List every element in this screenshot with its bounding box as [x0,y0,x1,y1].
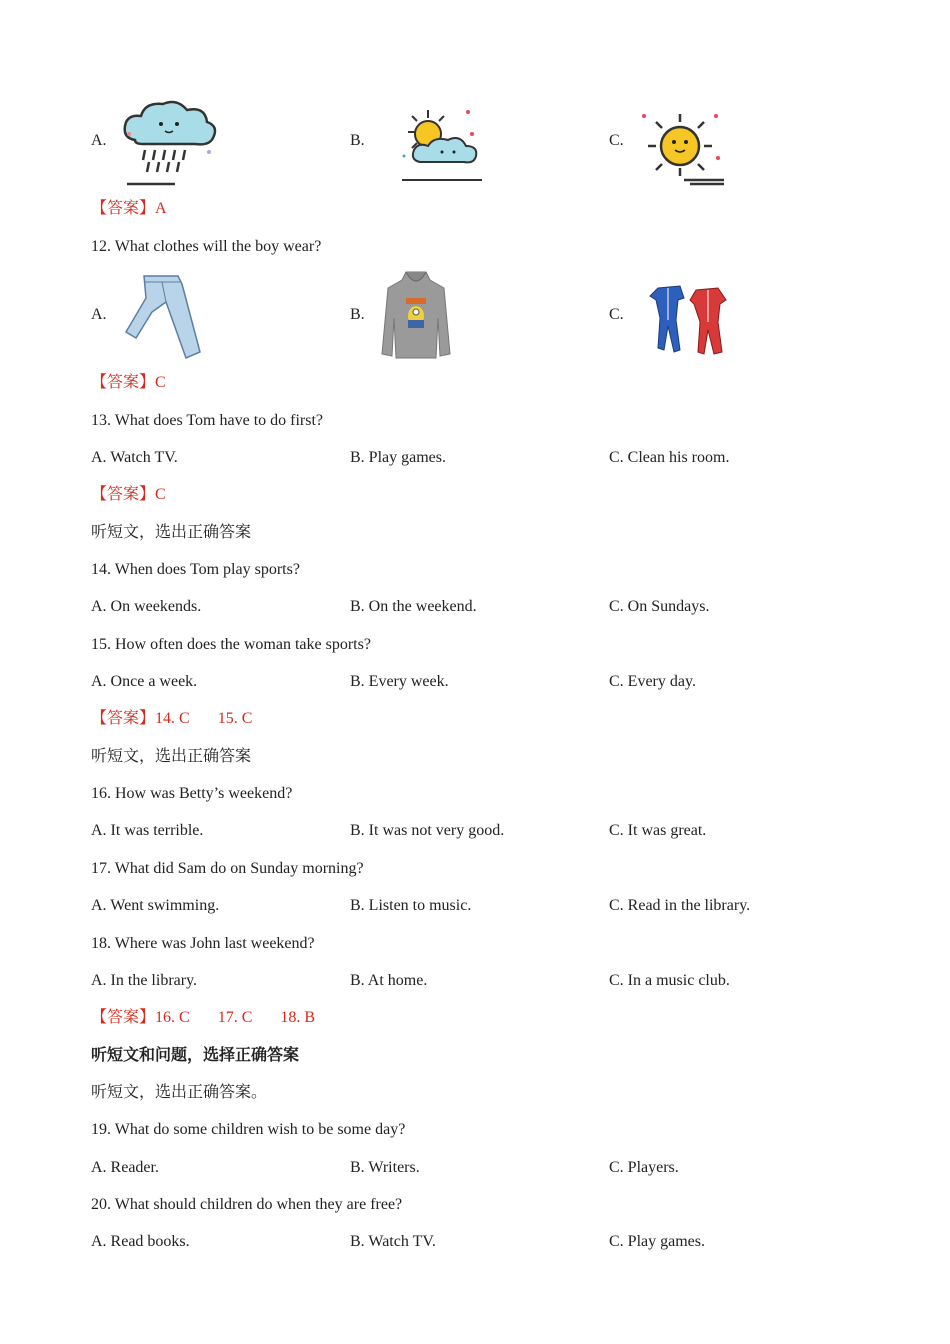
section-heading [0,1081,950,1105]
q18-options [0,969,950,993]
tracksuit-icon [648,280,730,358]
q11-answer [0,197,950,221]
option-c: C. It was great. [609,822,707,839]
question-text: 14. When does Tom play sports? [91,561,300,578]
answer-label: 【答案】 [91,374,156,391]
section-instruction: 听短文，选出正确答案 [91,748,252,765]
question-text: 18. Where was John last weekend? [91,935,315,952]
question-text: 20. What should children do when they are free? [91,1196,403,1213]
option-c: C. Read in the library. [609,897,751,914]
q15-options [0,670,950,694]
section-instruction: 听短文，选出正确答案。 [91,1084,268,1101]
q16-question [0,782,950,806]
section-instruction: 听短文，选出正确答案 [91,524,252,541]
option-c: C. In a music club. [609,972,730,989]
q15-question [0,633,950,657]
answer-16-18 [0,1006,950,1030]
section-title: 听短文和问题，选择正确答案 [91,1047,300,1064]
question-text: 17. What did Sam do on Sunday morning? [91,860,364,877]
answer-value: C [155,374,166,391]
q20-options [0,1230,950,1254]
answer-label: 【答案】 [91,200,156,217]
answer-15: 15. C [217,710,253,727]
q14-options [0,595,950,619]
option-a: A. On weekends. [91,598,202,615]
q12-option-c-letter: C. [609,306,624,323]
q13-answer [0,483,950,507]
q20-question [0,1193,950,1217]
option-b: B. Play games. [350,449,446,466]
option-b: B. It was not very good. [350,822,505,839]
option-b: B. Listen to music. [350,897,472,914]
q17-options [0,894,950,918]
answer-label: 【答案】 [91,1009,156,1026]
q16-options [0,819,950,843]
q11-option-c-letter: C. [609,132,624,149]
option-a: A. Once a week. [91,673,198,690]
option-b: B. On the weekend. [350,598,477,615]
question-text: 12. What clothes will the boy wear? [91,238,322,255]
option-a: A. Reader. [91,1159,159,1176]
option-c: C. Every day. [609,673,696,690]
q12-option-b-letter: B. [350,306,365,323]
q11-option-a-letter: A. [91,132,107,149]
q19-question [0,1118,950,1142]
question-text: 13. What does Tom have to do first? [91,412,324,429]
section-heading [0,745,950,769]
answer-17: 17. C [217,1009,253,1026]
q12-question [0,235,950,259]
q19-options [0,1156,950,1180]
option-a: A. Went swimming. [91,897,220,914]
option-a: A. Watch TV. [91,449,178,466]
option-b: B. At home. [350,972,428,989]
answer-18: 18. B [280,1009,316,1026]
q13-question [0,409,950,433]
q17-question [0,857,950,881]
option-a: A. Read books. [91,1233,190,1250]
question-text: 19. What do some children wish to be some day? [91,1121,406,1138]
option-b: B. Writers. [350,1159,420,1176]
option-b: B. Every week. [350,673,449,690]
option-a: A. It was terrible. [91,822,204,839]
option-a: A. In the library. [91,972,198,989]
answer-14: 14. C [155,710,190,727]
q11-option-b-letter: B. [350,132,365,149]
hoodie-icon [380,268,452,362]
answer-14-15 [0,707,950,731]
section-heading-bold [0,1044,950,1068]
answer-label: 【答案】 [91,710,156,727]
option-b: B. Watch TV. [350,1233,436,1250]
answer-value: C [155,486,166,503]
answer-value: A [155,200,167,217]
answer-16: 16. C [155,1009,190,1026]
option-c: C. On Sundays. [609,598,710,615]
sun-cloud-icon [398,104,488,186]
rain-cloud-icon [115,94,225,188]
section-heading [0,521,950,545]
q14-question [0,558,950,582]
sun-icon [632,108,728,188]
question-text: 15. How often does the woman take sports? [91,636,371,653]
jeans-icon [122,272,206,362]
option-c: C. Players. [609,1159,679,1176]
option-c: C. Play games. [609,1233,705,1250]
answer-label: 【答案】 [91,486,156,503]
q13-options [0,446,950,470]
q18-question [0,932,950,956]
question-text: 16. How was Betty’s weekend? [91,785,293,802]
q12-answer [0,371,950,395]
q12-option-a-letter: A. [91,306,107,323]
option-c: C. Clean his room. [609,449,730,466]
